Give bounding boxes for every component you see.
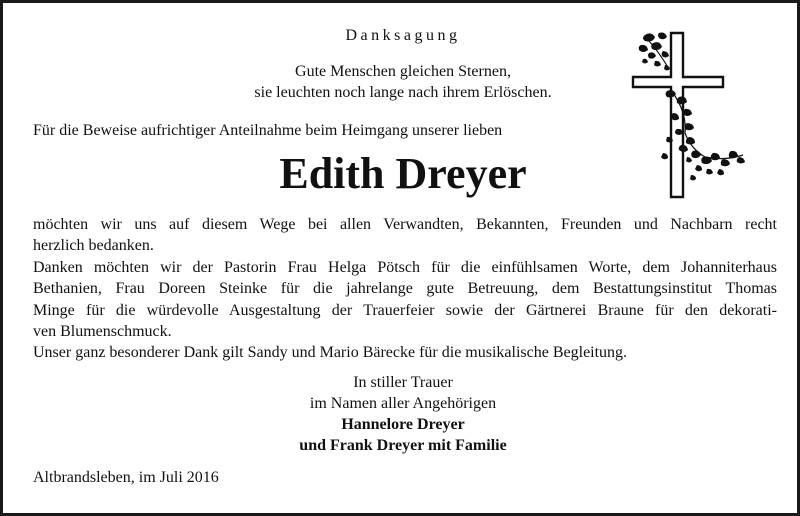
signatory-family: und Frank Dreyer mit Familie <box>299 437 507 454</box>
body-line: Minge für die würdevolle Ausgestaltung der Trauerfeier sowie der Gärtnerei Braune für den dekorati- <box>33 301 777 319</box>
place-date: Altbrandsleben, im Juli 2016 <box>33 469 219 486</box>
body-line: Danken möchten wir der Pastorin Frau Helga Pötsch für die einfühlsamen Worte, dem Johanniterhaus <box>33 258 777 276</box>
quote-line: sie leuchten noch lange nach ihrem Erlöschen. <box>254 84 552 101</box>
notice-heading: Danksagung <box>345 27 461 44</box>
signatory-name: Hannelore Dreyer <box>341 416 465 433</box>
body-line: Bethanien, Frau Doreen Steinke für die jahrelange gute Betreuung, dem Bestattungsinstitut Thomas <box>33 280 777 298</box>
deceased-name: Edith Dreyer <box>279 149 527 198</box>
body-line: ven Blumenschmuck. <box>33 323 172 341</box>
intro-text: Für die Beweise aufrichtiger Anteilnahme beim Heimgang unserer lieben <box>33 122 503 139</box>
closing-line: In stiller Trauer <box>353 374 453 391</box>
body-line: möchten wir uns auf diesem Wege bei allen Verwandten, Bekannten, Freunden und Nachbarn recht <box>33 216 777 233</box>
memorial-quote <box>203 61 603 103</box>
quote-line: Gute Menschen gleichen Sternen, <box>295 63 511 80</box>
closing-line: im Namen aller Angehörigen <box>309 395 497 412</box>
thanks-body <box>33 214 777 364</box>
body-line: Unser ganz besonderer Dank gilt Sandy und Mario Bärecke für die musikalische Begleitung. <box>33 344 628 362</box>
closing-block <box>203 372 603 456</box>
cross-with-ivy-icon <box>627 29 751 201</box>
body-line: herzlich bedanken. <box>33 237 154 255</box>
